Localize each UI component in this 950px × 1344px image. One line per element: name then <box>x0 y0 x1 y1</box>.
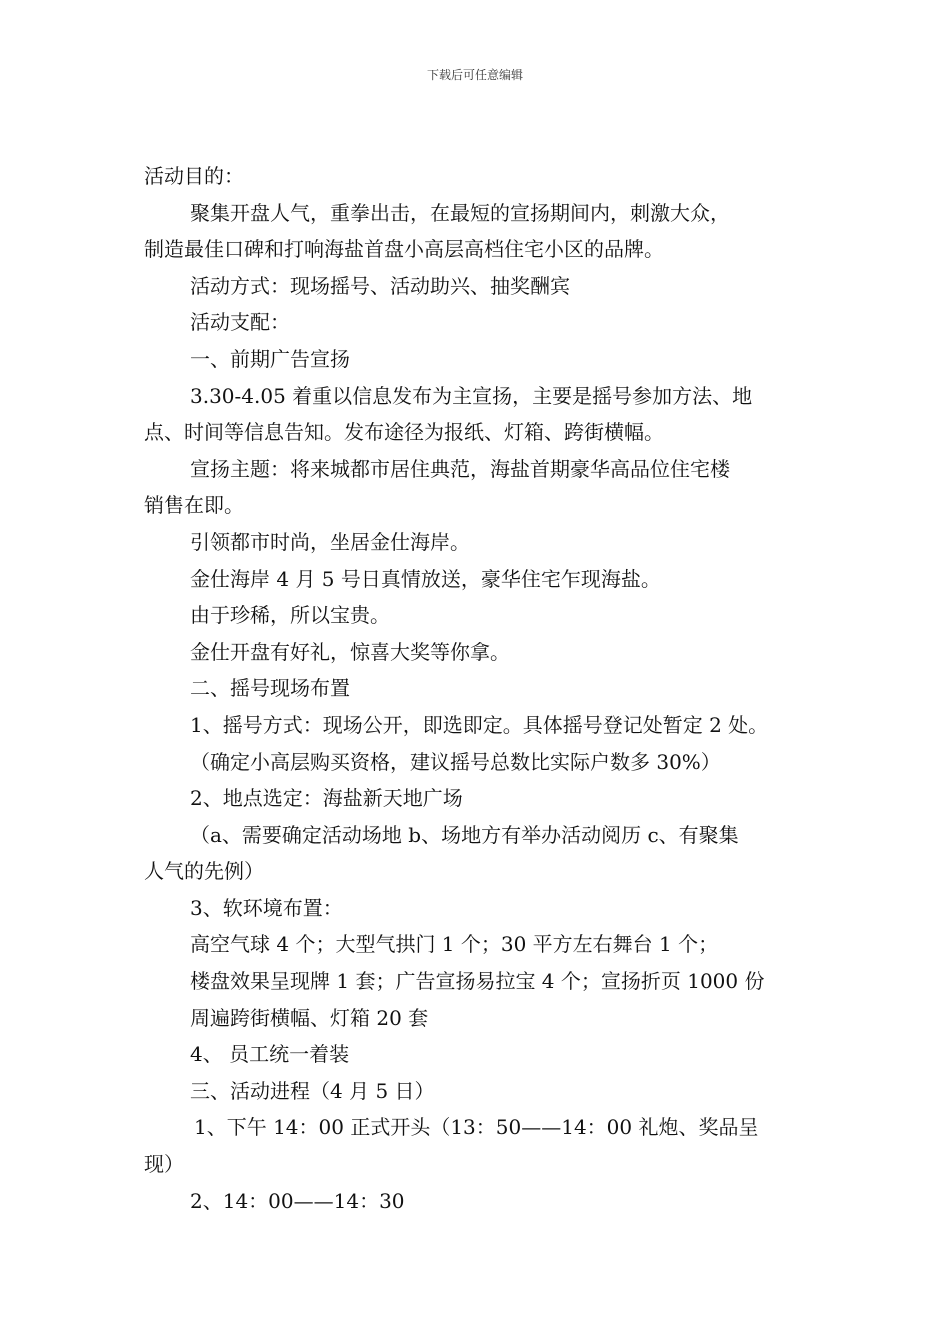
paragraph-line: 金仕开盘有好礼，惊喜大奖等你拿。 <box>190 639 510 664</box>
paragraph-line: 由于珍稀，所以宝贵。 <box>190 603 390 628</box>
paragraph-line: 引领都市时尚，坐居金仕海岸。 <box>190 529 470 554</box>
section-heading: 一、前期广告宣扬 <box>190 346 350 371</box>
section-heading: 二、摇号现场布置 <box>190 676 350 701</box>
paragraph-line: 1、下午 14：00 正式开头（13：50——14：00 礼炮、奖品呈 <box>194 1115 759 1140</box>
paragraph-line: 4、 员工统一着装 <box>190 1042 350 1067</box>
paragraph-line: 金仕海岸 4 月 5 号日真情放送，豪华住宅乍现海盐。 <box>190 566 661 591</box>
paragraph-line: 活动目的： <box>144 164 244 188</box>
paragraph-line: 宣扬主题：将来城都市居住典范，海盐首期豪华高品位住宅楼 <box>190 456 730 481</box>
paragraph-line: 销售在即。 <box>144 493 244 518</box>
section-heading: 三、活动进程（4 月 5 日） <box>190 1078 435 1103</box>
document-body <box>144 158 812 1219</box>
paragraph-line: 制造最佳口碑和打响海盐首盘小高层高档住宅小区的品牌。 <box>144 237 664 262</box>
paragraph-line: （a、需要确定活动场地 b、场地方有举办活动阅历 c、有聚集 <box>190 822 739 847</box>
paragraph-line: 点、时间等信息告知。发布途径为报纸、灯箱、跨街横幅。 <box>144 420 664 445</box>
paragraph-line: 3.30-4.05 着重以信息发布为主宣扬，主要是摇号参加方法、地 <box>190 383 753 408</box>
paragraph-line: 2、14：00——14：30 <box>190 1188 405 1213</box>
paragraph-line: 现） <box>144 1152 184 1177</box>
paragraph-line: 高空气球 4 个；大型气拱门 1 个；30 平方左右舞台 1 个； <box>190 932 719 957</box>
paragraph-line: 活动方式：现场摇号、活动助兴、抽奖酬宾 <box>190 273 570 298</box>
page-header: 下载后可任意编辑 <box>426 68 523 82</box>
paragraph-line: 活动支配： <box>190 310 290 335</box>
paragraph-line: 2、地点选定：海盐新天地广场 <box>190 786 463 811</box>
paragraph-line: 周遍跨街横幅、灯箱 20 套 <box>190 1005 429 1030</box>
paragraph-line: 3、软环境布置： <box>190 895 343 920</box>
paragraph-line: （确定小高层购买资格，建议摇号总数比实际户数多 30%） <box>190 749 721 774</box>
paragraph-line: 聚集开盘人气，重拳出击，在最短的宣扬期间内，刺激大众， <box>190 200 730 225</box>
paragraph-line: 人气的先例） <box>144 859 264 884</box>
paragraph-line: 楼盘效果呈现牌 1 套；广告宣扬易拉宝 4 个；宣扬折页 1000 份 <box>190 969 765 994</box>
paragraph-line: 1、摇号方式：现场公开，即选即定。具体摇号登记处暂定 2 处。 <box>190 712 769 737</box>
